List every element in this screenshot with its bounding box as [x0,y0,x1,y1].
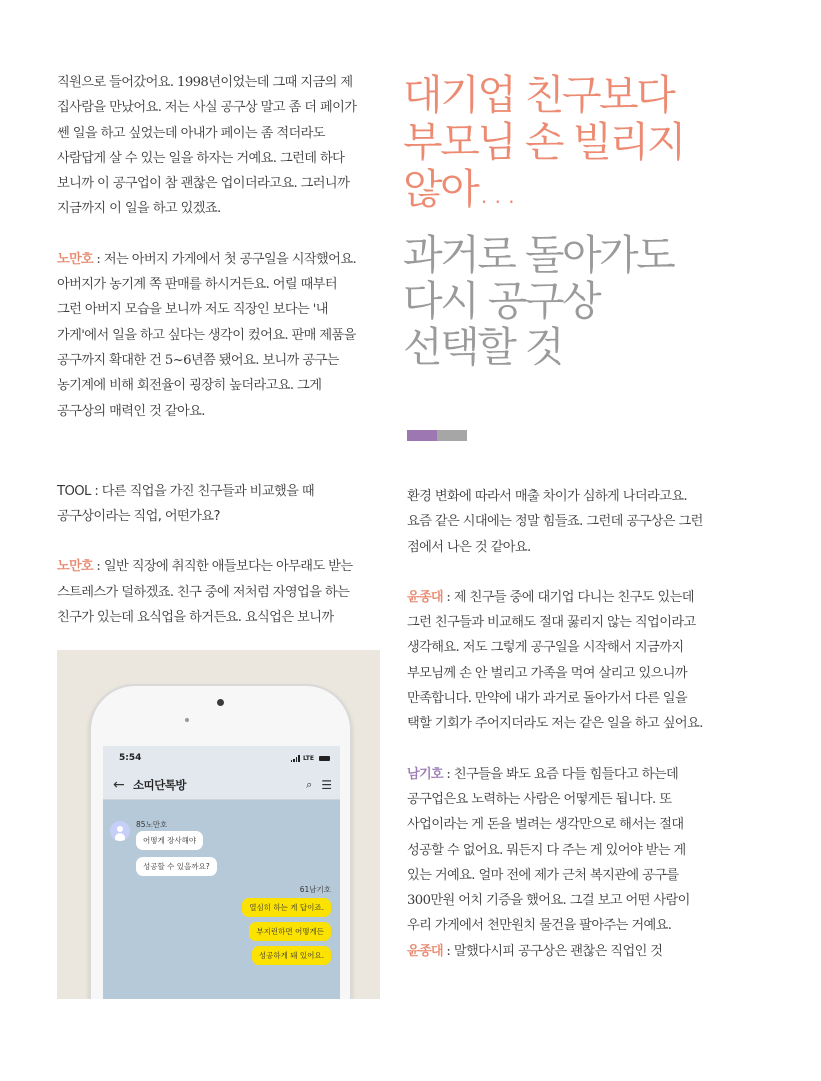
sent-message: 부지런하면 어떻게든 [249,922,331,941]
front-camera-icon [185,718,189,722]
body-line: 그런 아버지 모습을 보니까 저도 직장인 보다는 '내 [57,302,328,318]
color-divider [407,430,467,441]
body-line: 스트레스가 덜하겠죠. 친구 중에 저처럼 자영업을 하는 [57,584,350,600]
speaker-name: 윤종대 [407,589,443,605]
body-line [407,585,747,610]
body-line: 가게'에서 일을 하고 싶다는 생각이 컸어요. 판매 제품을 [57,327,356,343]
headline-line: 않아… [403,165,516,213]
body-line: 사람답게 살 수 있는 일을 하자는 거예요. 그런데 하다 [57,150,345,166]
body-line: 우리 가게에서 천만원치 물건을 팔아주는 거예요. [407,918,672,934]
body-line: 만족합니다. 만약에 내가 과거로 돌아가서 다른 일을 [407,691,688,707]
body-line: 성공할 수 없어요. 뭐든지 다 주는 게 있어야 받는 게 [407,842,686,858]
phone-illustration [57,650,380,999]
headline-sub [403,232,673,370]
answer-text: : 말했다시피 공구상은 괜찮은 직업인 것 [442,943,663,959]
sent-message: 열심히 하는 게 답이죠. [242,898,331,917]
divider-purple-block [407,430,437,441]
body-line: 생각해요. 저도 그렇게 공구일을 시작해서 지금까지 [407,640,684,656]
battery-icon [319,756,330,761]
sender-name: 61남기호 [299,885,331,894]
answer-text: : 저는 아버지 가게에서 첫 공구일을 시작했어요. [92,251,357,267]
chat-app-bar [103,770,340,800]
body-line: 친구가 있는데 요식업을 하거든요. 요식업은 보니까 [57,610,334,626]
answer-text: : 제 친구들 중에 대기업 다니는 친구도 있는데 [442,589,694,605]
received-message: 성공할 수 있을까요? [136,857,217,876]
body-line: 사업이라는 게 돈을 벌려는 생각만으로 해서는 절대 [407,817,684,833]
arrow-left-icon[interactable]: ← [113,776,125,793]
body-line: 부모님께 손 안 벌리고 가족을 먹여 살리고 있으니까 [407,665,688,681]
body-line: 공구업은요 노력하는 사람은 어떻게든 됩니다. 또 [407,791,672,807]
body-line: 있는 거예요. 얼마 전에 제가 근처 복지관에 공구를 [407,867,679,883]
body-line: 보니까 이 공구업이 참 괜찮은 업이더라고요. 그러니까 [57,176,350,192]
headline-line: 다시 공구상 [403,277,600,325]
body-line [407,762,747,787]
body-line: 공구상의 매력인 것 같아요. [57,403,205,419]
headline-line: 과거로 돌아가도 [403,231,674,279]
received-message: 어떻게 장사해야 [136,831,203,850]
body-line: 아버지가 농기계 쪽 판매를 하시거든요. 어릴 때부터 [57,277,338,293]
hamburger-menu-icon[interactable]: ☰ [321,777,332,792]
network-label: LTE [302,754,314,762]
status-bar [103,746,340,770]
question-line: TOOL : 다른 직업을 가진 친구들과 비교했을 때 [57,483,314,499]
body-line: 지금까지 이 일을 하고 있겠죠. [57,201,221,217]
front-sensor-dot [217,699,224,706]
body-line: 집사람을 만났어요. 저는 사실 공구상 말고 좀 더 페이가 [57,100,357,116]
answer-text: : 친구들을 봐도 요즘 다들 힘들다고 하는데 [442,766,679,782]
body-line: 요즘 같은 시대에는 정말 힘들죠. 그런데 공구상은 그런 [407,514,703,530]
body-line: 그런 친구들과 비교해도 절대 꿇리지 않는 직업이라고 [407,615,696,631]
right-column [407,484,747,964]
status-indicators [291,755,330,762]
speaker-name: 윤종대 [407,943,443,959]
signal-icon [291,755,300,762]
body-line [57,247,377,272]
body-line: 점에서 나은 것 같아요. [407,539,531,555]
headline-line: 부모님 손 빌리지 [403,118,684,166]
headline-line: 대기업 친구보다 [403,71,674,119]
body-line: 환경 변화에 따라서 매출 차이가 심하게 나더라고요. [407,489,688,504]
search-icon[interactable]: ⌕ [306,777,313,791]
status-time: 5:54 [119,753,142,763]
question-line: 공구상이라는 직업, 어떤가요? [57,509,220,525]
body-line: 300만원 어치 기증을 했어요. 그걸 보고 어떤 사람이 [407,893,690,909]
chat-room-title: 소띠단톡방 [133,777,187,792]
body-line: 농기계에 비해 회전율이 굉장히 높더라고요. 그게 [57,378,322,394]
avatar [110,821,130,841]
speaker-name: 노만호 [57,251,93,267]
answer-text: : 일반 직장에 취직한 애들보다는 아무래도 받는 [92,559,353,575]
body-line: 공구까지 확대한 건 5~6년쯤 됐어요. 보니까 공구는 [57,352,339,368]
body-line [407,939,747,964]
speaker-name: 남기호 [407,766,443,782]
headline-main [403,72,684,213]
speaker-name: 노만호 [57,559,93,575]
phone-screen [103,746,340,999]
body-line: 택할 기회가 주어지더라도 저는 같은 일을 하고 싶어요. [407,716,703,732]
body-line: 직원으로 들어갔어요. 1998년이었는데 그때 지금의 제 [57,75,353,90]
headline-line: 선택할 것 [403,323,562,371]
phone-body [89,684,352,999]
sent-message: 성공하게 돼 있어요. [252,946,331,965]
left-column [57,70,377,630]
body-line [57,554,377,579]
divider-gray-block [437,430,467,441]
body-line: 쎈 일을 하고 싶었는데 아내가 페이는 좀 적더라도 [57,125,325,141]
sender-name: 85노만호 [136,820,168,829]
